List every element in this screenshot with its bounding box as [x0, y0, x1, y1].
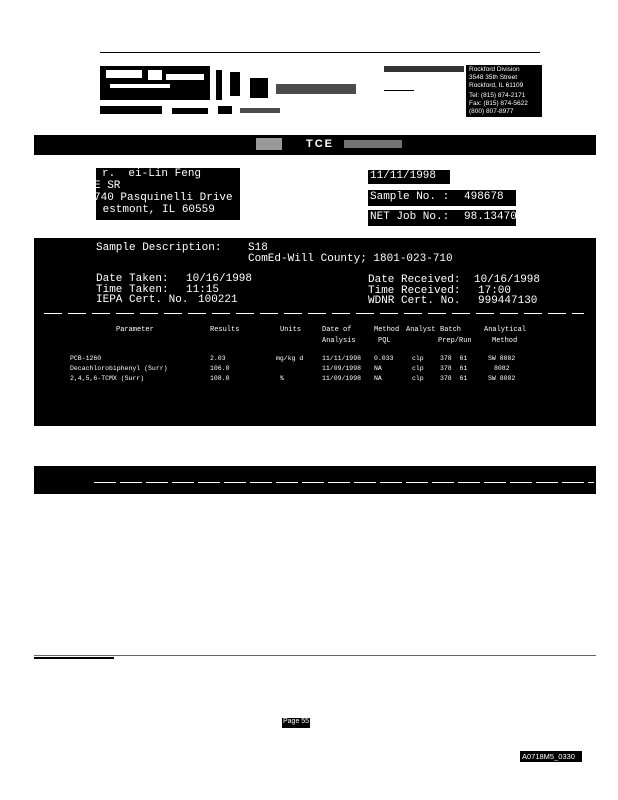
report-header-band	[34, 135, 596, 155]
col-method-1: Method	[374, 326, 400, 334]
col-batch-2: Prep/Run	[438, 337, 472, 345]
sample-no-value: 498678	[464, 191, 504, 203]
lab-fax: Fax: (815) 874-5622	[469, 100, 528, 107]
iepa-cert-value: 100221	[198, 294, 238, 306]
row-date: 11/09/1998	[322, 365, 362, 372]
row-parameter: Decachlorobiphenyl (Surr)	[70, 365, 168, 372]
date-taken-label: Date Taken:	[96, 273, 169, 285]
row-date: 11/09/1998	[322, 375, 362, 382]
lab-division: Rockford Division	[469, 66, 520, 73]
sample-desc-id: S18	[248, 242, 268, 254]
row-batch: 378 61	[440, 375, 468, 382]
footer-band	[34, 466, 596, 494]
company-logo	[100, 62, 380, 120]
lab-tel: Tel: (815) 874-2171	[469, 92, 526, 99]
panel-divider	[44, 313, 584, 314]
document-id-box	[520, 751, 582, 762]
col-batch-1: Batch	[440, 326, 462, 334]
lab-street: 3548 35th Street	[469, 74, 518, 81]
sample-no-box	[368, 190, 516, 206]
row-results: 2.03	[210, 355, 226, 362]
client-street: 740 Pasquinelli Drive	[94, 192, 233, 204]
row-batch: 378 61	[440, 365, 468, 372]
row-method: SW 8082	[488, 375, 516, 382]
col-parameter: Parameter	[116, 326, 154, 334]
row-pql: NA	[374, 365, 382, 372]
col-date-1: Date of	[322, 326, 352, 334]
col-analytical-2: Method	[492, 337, 518, 345]
client-name: r. ei-Lin Feng	[102, 168, 202, 180]
col-date-2: Analysis	[322, 337, 356, 345]
row-method: SW 8082	[488, 355, 516, 362]
date-received-label: Date Received:	[368, 274, 461, 286]
scan-smudge	[384, 66, 464, 72]
row-analyst: clp	[412, 355, 424, 362]
time-taken-value: 11:15	[186, 284, 220, 296]
small-rule	[384, 90, 414, 91]
job-no-value: 98.13470	[464, 211, 517, 223]
document-id: A0718M5_0330	[522, 752, 575, 761]
page-number-box	[282, 718, 310, 728]
results-panel	[34, 238, 596, 426]
time-received-value: 17:00	[478, 285, 512, 297]
row-parameter: 2,4,5,6-TCMX (Surr)	[70, 375, 145, 382]
time-received-label: Time Received:	[368, 285, 461, 297]
col-method-2: PQL	[378, 337, 391, 345]
header-smudge-left	[256, 138, 282, 150]
lab-tollfree: (800) 807-8977	[469, 108, 514, 115]
row-pql: 0.033	[374, 355, 394, 362]
col-results: Results	[210, 326, 240, 334]
row-units: %	[280, 375, 284, 382]
sample-desc-site: ComEd-Will County; 1801-023-710	[248, 253, 453, 265]
lab-city: Rockford, IL 61109	[469, 82, 524, 89]
row-date: 11/11/1998	[322, 355, 362, 362]
band-rule	[94, 482, 594, 483]
header-smudge-right	[344, 140, 402, 148]
job-no-box	[368, 210, 516, 226]
row-analyst: clp	[412, 365, 424, 372]
row-results: 108.0	[210, 375, 230, 382]
top-rule	[100, 52, 540, 53]
report-date-box	[368, 170, 450, 184]
wdnr-cert-label: WDNR Cert. No.	[368, 295, 461, 307]
client-city: estmont, IL 60559	[96, 204, 215, 216]
date-received-value: 10/16/1998	[474, 274, 541, 286]
page-number: Page 55	[283, 718, 310, 725]
time-taken-label: Time Taken:	[96, 284, 169, 296]
row-results: 106.0	[210, 365, 230, 372]
wdnr-cert-value: 999447130	[478, 295, 538, 307]
row-method: 8082	[494, 365, 510, 372]
row-units: mg/kg d	[276, 355, 304, 362]
row-pql: NA	[374, 375, 382, 382]
col-units: Units	[280, 326, 302, 334]
sample-no-label: Sample No. :	[370, 191, 450, 203]
col-analyst: Analyst	[406, 326, 436, 334]
iepa-cert-label: IEPA Cert. No.	[96, 294, 189, 306]
client-address-block	[96, 168, 240, 220]
col-analytical-1: Analytical	[484, 326, 527, 334]
date-taken-value: 10/16/1998	[186, 273, 253, 285]
client-org: E SR	[94, 180, 121, 192]
sample-desc-label: Sample Description:	[96, 242, 222, 254]
lower-rule-2	[34, 657, 114, 659]
lower-rule	[34, 655, 596, 656]
row-batch: 378 61	[440, 355, 468, 362]
row-analyst: clp	[412, 375, 424, 382]
lab-address-box	[466, 65, 542, 117]
report-date: 11/11/1998	[370, 170, 437, 182]
row-parameter: PCB-1260	[70, 355, 102, 362]
job-no-label: NET Job No.:	[370, 211, 450, 223]
header-title: TCE	[306, 138, 334, 150]
